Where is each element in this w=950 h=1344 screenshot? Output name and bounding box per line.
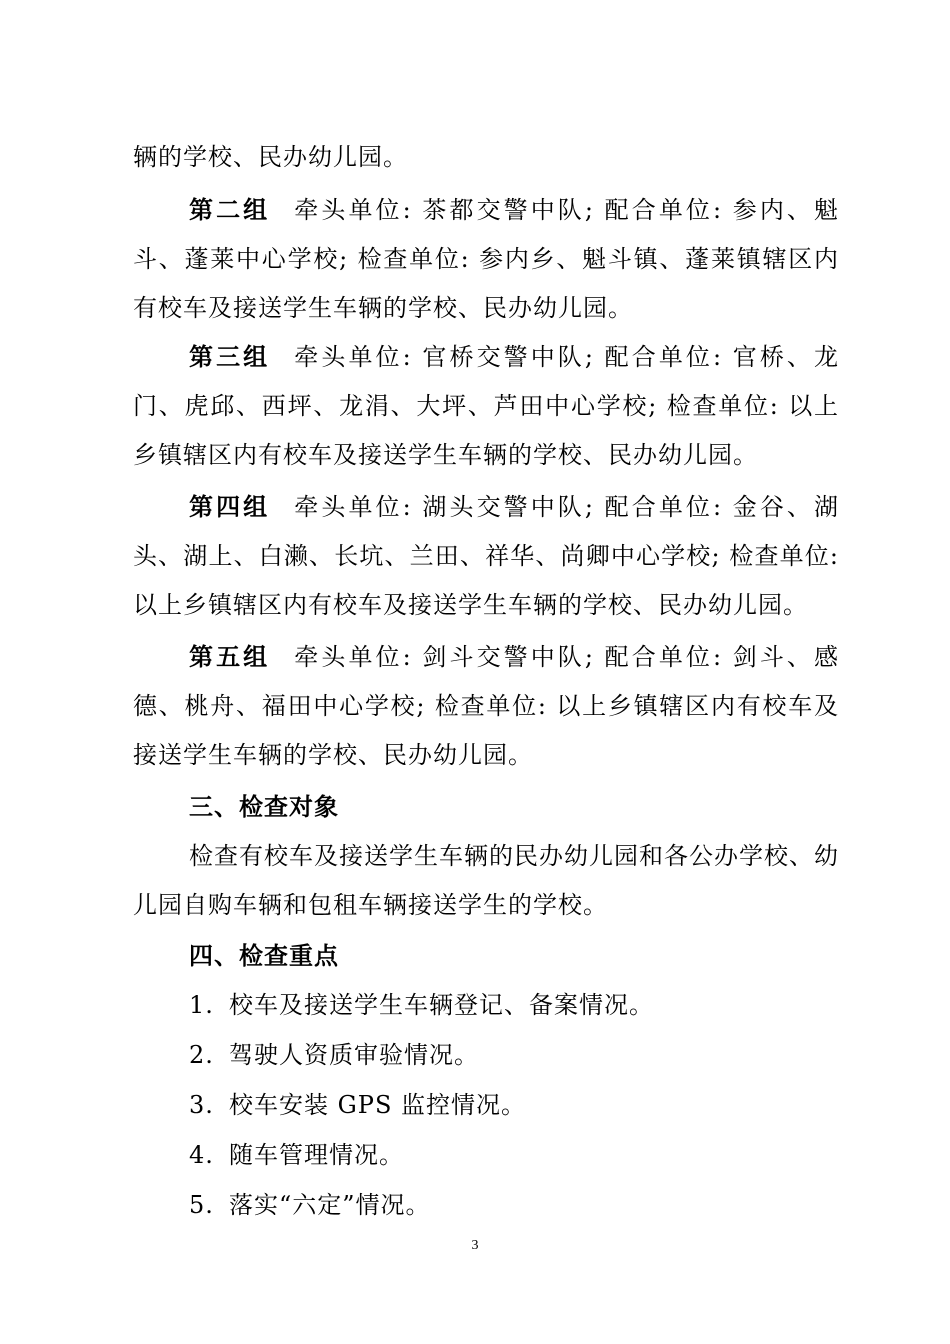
group-label: 第三组: [189, 343, 271, 371]
list-number: 1.: [189, 991, 214, 1019]
list-number: 5.: [189, 1191, 214, 1219]
list-number: 4.: [189, 1141, 214, 1169]
group-label: 第四组: [189, 493, 271, 521]
list-item: [189, 1181, 431, 1230]
group-text: 牵头单位: 官桥交警中队; 配合单位: 官桥、龙门、虎邱、西坪、龙涓、大坪、芦田中心学校; 检查单位: 以上乡镇辖区内有校车及接送学生车辆的学校、民办幼儿园。: [133, 343, 839, 469]
list-item: [189, 1031, 479, 1080]
list-text: 落实“六定”情况。: [229, 1191, 431, 1219]
group-paragraph: [133, 633, 839, 780]
list-item: [189, 981, 654, 1030]
list-number: 2.: [189, 1041, 214, 1069]
group-text: 牵头单位: 剑斗交警中队; 配合单位: 剑斗、感德、桃舟、福田中心学校; 检查单位: 以上乡镇辖区内有校车及接送学生车辆的学校、民办幼儿园。: [133, 643, 839, 769]
section-heading: 三、检查对象: [189, 793, 339, 821]
list-item: [189, 1131, 404, 1180]
group-paragraph: [133, 186, 839, 333]
intro-paragraph: 辆的学校、民办幼儿园。: [133, 143, 408, 171]
list-text: 随车管理情况。: [229, 1141, 404, 1169]
list-number: 3.: [189, 1091, 214, 1119]
section-heading: 四、检查重点: [189, 942, 339, 970]
list-text: 驾驶人资质审验情况。: [229, 1041, 479, 1069]
page-number: 3: [471, 1238, 479, 1253]
group-label: 第五组: [189, 643, 271, 671]
group-paragraph: [133, 483, 839, 630]
group-text: 牵头单位: 湖头交警中队; 配合单位: 金谷、湖头、湖上、白濑、长坑、兰田、祥华、尚卿中心学校; 检查单位: 以上乡镇辖区内有校车及接送学生车辆的学校、民办幼儿园。: [133, 493, 839, 619]
group-label: 第二组: [189, 196, 271, 224]
list-text: 校车安装 GPS 监控情况。: [229, 1091, 527, 1119]
group-paragraph: [133, 333, 839, 480]
list-item: [189, 1081, 526, 1130]
list-text: 校车及接送学生车辆登记、备案情况。: [229, 991, 654, 1019]
group-text: 牵头单位: 茶都交警中队; 配合单位: 参内、魁斗、蓬莱中心学校; 检查单位: 参内乡、魁斗镇、蓬莱镇辖区内有校车及接送学生车辆的学校、民办幼儿园。: [133, 196, 839, 322]
section-body: 检查有校车及接送学生车辆的民办幼儿园和各公办学校、幼儿园自购车辆和包租车辆接送学生的学校。: [133, 842, 839, 919]
